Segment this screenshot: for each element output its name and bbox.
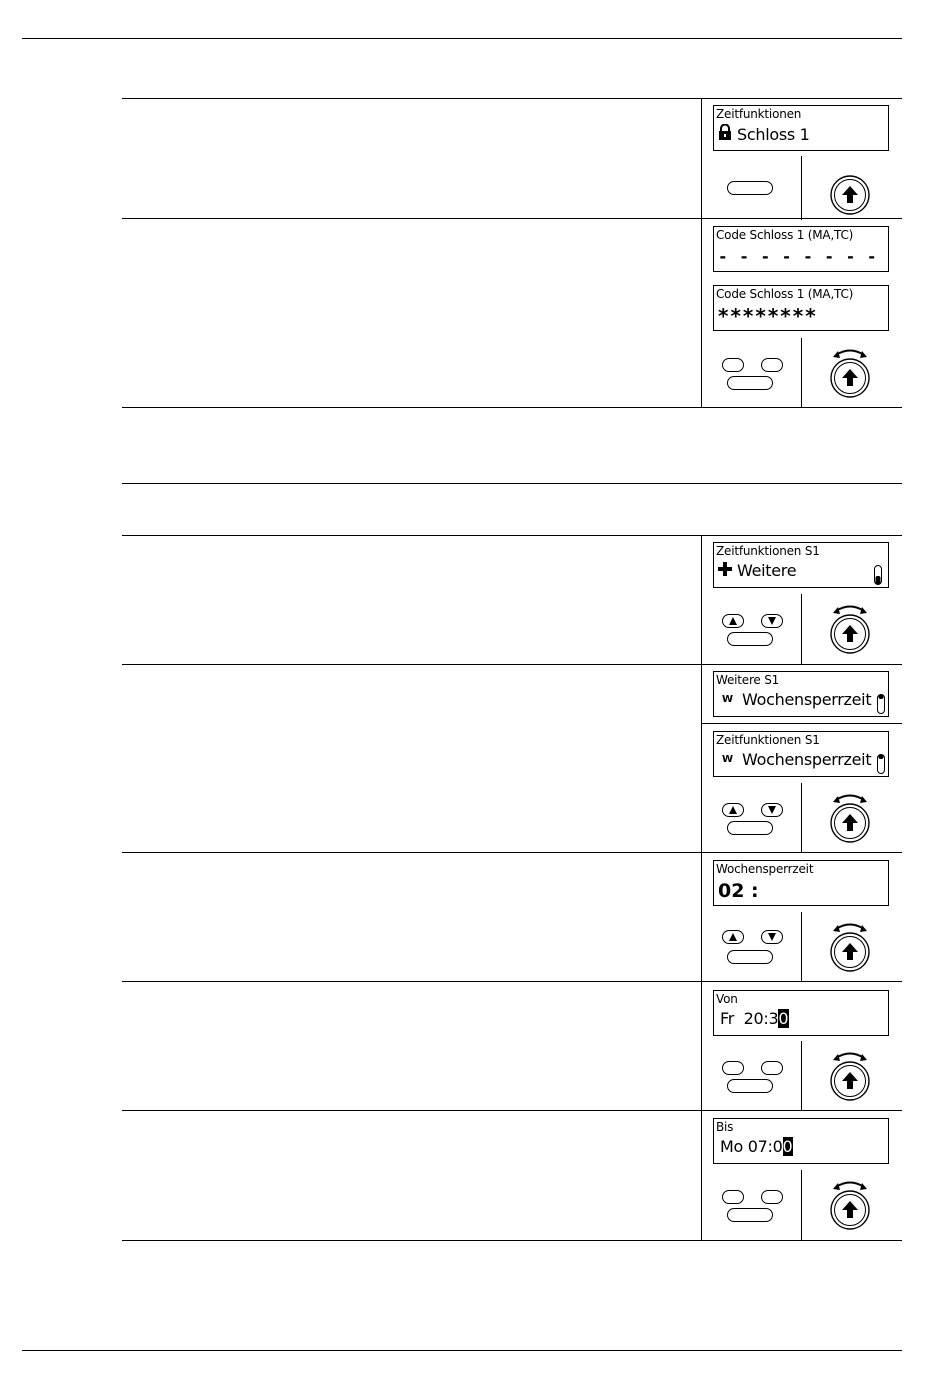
rotary-knob-push-icon[interactable] <box>827 162 873 218</box>
plus-icon <box>718 561 732 580</box>
button-panel <box>713 912 889 976</box>
w-icon: W <box>722 694 734 705</box>
enter-button[interactable] <box>727 950 773 964</box>
left-button[interactable] <box>722 1061 744 1075</box>
button-panel <box>713 783 889 847</box>
display-value: 02 : <box>718 880 759 902</box>
display-value: - - - - - - - - <box>718 247 878 266</box>
display-title: Weitere S1 <box>716 673 780 687</box>
up-button[interactable] <box>722 930 744 944</box>
left-button[interactable] <box>722 1190 744 1204</box>
right-button[interactable] <box>761 1190 783 1204</box>
display-title: Code Schloss 1 (MA,TC) <box>716 287 854 301</box>
display-title: Zeitfunktionen S1 <box>716 733 820 747</box>
display-von <box>713 990 889 1036</box>
display-weitere-s1 <box>713 671 889 717</box>
scrollbar-bottom-icon <box>874 565 882 585</box>
table2-row-sep <box>122 664 902 665</box>
display-code-entered <box>713 285 889 331</box>
table2-top <box>122 535 902 536</box>
display-value: Wochensperrzeit <box>742 690 872 709</box>
edit-cursor: 0 <box>782 1137 793 1156</box>
display-bis <box>713 1118 889 1164</box>
up-button[interactable] <box>722 614 744 628</box>
display-value: Fr 20:3 <box>720 1009 779 1028</box>
right-button[interactable] <box>761 358 783 372</box>
table2-row-sep <box>122 1110 902 1111</box>
table2-header-top <box>122 483 902 484</box>
w-icon: W <box>722 754 734 765</box>
enter-button[interactable] <box>727 1208 773 1222</box>
down-button[interactable] <box>761 803 783 817</box>
right-button[interactable] <box>761 1061 783 1075</box>
button-panel <box>713 1041 889 1105</box>
display-value: Wochensperrzeit <box>742 750 872 769</box>
down-button[interactable] <box>761 930 783 944</box>
display-value: ******** <box>718 304 818 328</box>
table2-bottom <box>122 1240 902 1241</box>
display-zeitfunktionen-s1 <box>713 542 889 588</box>
left-button[interactable] <box>722 358 744 372</box>
table2-col-divider <box>701 535 702 1240</box>
down-button[interactable] <box>761 614 783 628</box>
display-title: Bis <box>716 1120 734 1134</box>
display-zeitfunktionen <box>713 105 889 151</box>
display-title: Zeitfunktionen <box>716 107 802 121</box>
display-wochensperrzeit <box>713 860 889 906</box>
rotary-knob-turn-push-icon[interactable] <box>827 787 873 843</box>
rotary-knob-turn-push-icon[interactable] <box>827 1174 873 1230</box>
enter-button[interactable] <box>727 632 773 646</box>
scrollbar-top-icon <box>877 694 885 714</box>
enter-button[interactable] <box>727 821 773 835</box>
enter-button[interactable] <box>727 376 773 390</box>
scrollbar-bottom-icon <box>877 754 885 774</box>
up-button[interactable] <box>722 803 744 817</box>
display-title: Von <box>716 992 738 1006</box>
edit-cursor: 0 <box>778 1009 789 1028</box>
table1-col-divider <box>701 98 702 407</box>
display-title: Wochensperrzeit <box>716 862 814 876</box>
table1-top <box>122 98 902 99</box>
button-panel <box>713 156 889 220</box>
table2-row-sep <box>122 981 902 982</box>
table2-row-sep <box>122 852 902 853</box>
page-bottom-rule <box>22 1350 902 1351</box>
table1-bottom <box>122 407 902 408</box>
display-code-empty <box>713 226 889 272</box>
display-title: Code Schloss 1 (MA,TC) <box>716 228 854 242</box>
rotary-knob-turn-push-icon[interactable] <box>827 916 873 972</box>
page-top-rule <box>22 38 902 39</box>
display-value: Weitere <box>737 561 797 580</box>
display-value: Mo 07:0 <box>720 1137 783 1156</box>
table2-inner-sep <box>701 723 902 724</box>
rotary-knob-turn-push-icon[interactable] <box>827 342 873 398</box>
lock-icon <box>718 124 732 144</box>
enter-button[interactable] <box>727 181 773 195</box>
button-panel <box>713 338 889 402</box>
display-zeitfunktionen-s1-wochen <box>713 731 889 777</box>
display-value: Schloss 1 <box>737 124 810 144</box>
rotary-knob-turn-push-icon[interactable] <box>827 1045 873 1101</box>
display-title: Zeitfunktionen S1 <box>716 544 820 558</box>
rotary-knob-turn-push-icon[interactable] <box>827 598 873 654</box>
button-panel <box>713 594 889 658</box>
enter-button[interactable] <box>727 1079 773 1093</box>
button-panel <box>713 1170 889 1234</box>
